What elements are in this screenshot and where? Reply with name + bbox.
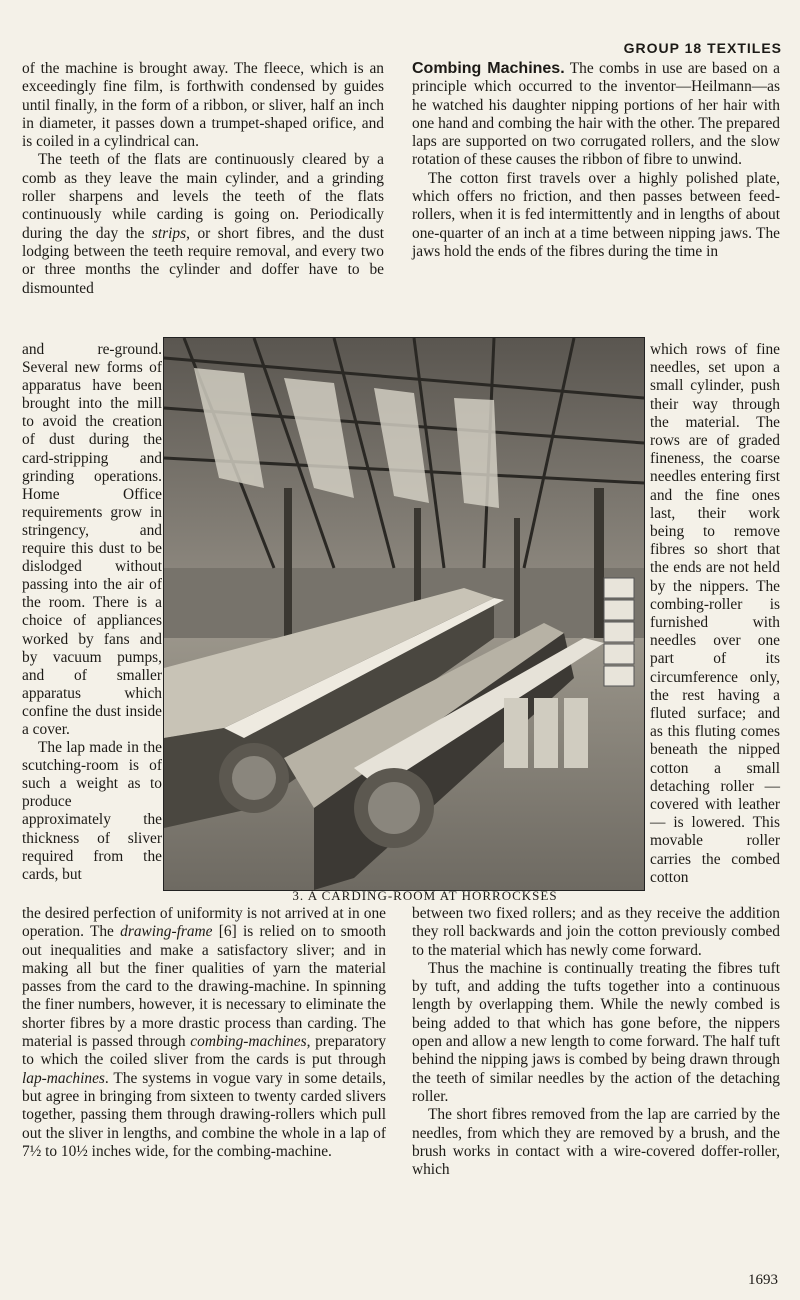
italic-term: combing-machines (190, 1033, 307, 1051)
running-header: GROUP 18 TEXTILES (623, 40, 782, 56)
paragraph: which rows of fine needles, set upon a small cylinder, push their way through the material. The rows are of graded fineness, the coarse needles entering first and the fine ones last, their work being to remove fibres so short that the ends are not held by the nippers. The combing-roller is furnished with needles over one part of its circumference only, the rest having a fluted surface; and as this fluting comes beneath the nipped cotton a small detaching roller — covered with leather— is lowered. This movable roller carries the combed cotton (650, 341, 780, 886)
right-column-top (412, 60, 780, 261)
section-heading: Combing Machines. (412, 60, 565, 77)
paragraph: and re-ground. Several new forms of apparatus have been brought into the mill to avoid the creation of dust during the card-stripping and grinding operations. Home Office requirements grow in stringency, and require this dust to be dislodged without passing into the air of the room. There is a choice of appliances worked by fans and by vacuum pumps, and of smaller apparatus which confine the dust inside a cover. (22, 341, 162, 738)
right-column-bottom (412, 905, 780, 1179)
text-run: . The systems in vogue vary in some details, but agree in bringing from sixteen to twenty carded slivers together, passing them through drawing-rollers which pull out the sliver in lengths, and combine the whole in a lap of 7½ to 10½ inches wide, for the combing-machine. (22, 1069, 386, 1160)
left-column-bottom (22, 905, 386, 1161)
italic-term: strips (151, 224, 187, 242)
text-run: the desired perfection of uniformity is not arrived at in one operation. The (22, 905, 386, 941)
italic-term: lap-machines (22, 1069, 105, 1087)
paragraph (412, 60, 780, 170)
page-number: 1693 (748, 1272, 778, 1288)
paragraph: of the machine is brought away. The fleece, which is an exceedingly fine film, is forthwith condensed by guides until finally, in the form of a ribbon, or sliver, half an inch in diameter, it passes down a trumpet-shaped orifice, and is coiled in a cylindrical can. (22, 60, 384, 151)
right-side-column (650, 341, 780, 887)
paragraph: Thus the machine is continually treating the fibres tuft by tuft, and adding the tufts together into a continuous length by overlapping them. While the newly combed is being added to that which has gone before, the nippers open and allow a new length to come forward. The half tuft behind the nipping jaws is combed by being drawn through the teeth of similar needles by the action of the detaching roller. (412, 959, 780, 1105)
paragraph: The short fibres removed from the lap are carried by the needles, from which they are removed by a brush, and the brush works in contact with a wire-covered doffer-roller, which (412, 1106, 780, 1179)
text-run: [6] is relied on to smooth out inequalities and make a satisfactory sliver; and in making all but the finer qualities of yarn the material passes from the card to the drawing-machine. In spinning the finer numbers, however, it is necessary to eliminate the shorter fibres by a more drastic process than carding. The material is passed through (22, 923, 386, 1051)
carding-room-photo (163, 337, 645, 891)
paragraph: The cotton first travels over a highly polished plate, which offers no friction, and then passes between feed-rollers, when it is fed intermittently and in lengths of about one-quarter of an inch at a time between nipping jaws. The jaws hold the ends of the fibres during the time in (412, 169, 780, 260)
left-side-column (22, 341, 162, 884)
text-run: The combs in use are based on a principle which occurred to the inventor—Heilmann—as he watched his daughter nipping portions of her hair with one hand and combing the hair with the other. The prepared laps are supported on two corrugated rollers, and the slow rotation of these causes the ribbon of fibre to unwind. (412, 60, 781, 169)
text-run: , preparatory to which the coiled sliver from the cards is put through (22, 1033, 387, 1069)
paragraph: between two fixed rollers; and as they receive the addition they roll backwards and join the cotton previously combed to the material which has newly come forward. (412, 905, 780, 959)
figure-caption: 3. A CARDING-ROOM AT HORROCKSES (292, 888, 558, 903)
paragraph: The lap made in the scutching-room is of such a weight as to produce approximately the thickness of sliver required from the cards, but (22, 739, 162, 883)
paragraph (22, 151, 384, 297)
paragraph (22, 905, 386, 1161)
text-run: , or short fibres, and the dust lodging between the teeth require removal, and every two or three months the cylinder and doffer have to be dismounted (22, 224, 384, 297)
italic-term: drawing-frame (120, 923, 213, 941)
text-run: The teeth of the flats are continuously cleared by a comb as they leave the main cylinder, and a grinding roller sharpens and levels the teeth of the flats continuously while carding is going on. Periodically during the day the (22, 151, 384, 242)
left-column-top (22, 60, 384, 298)
